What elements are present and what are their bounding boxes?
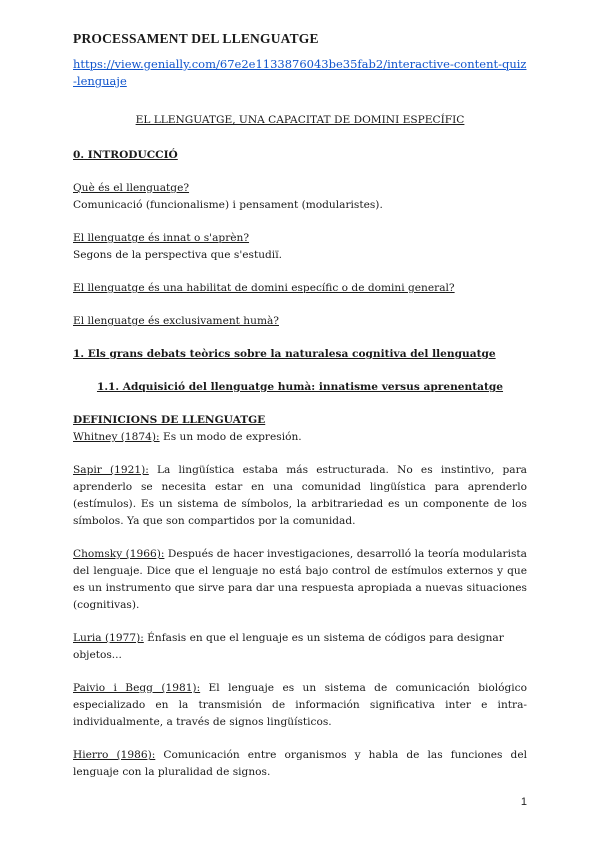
definitions-heading: DEFINICIONS DE LLENGUATGE — [73, 414, 266, 426]
definition-text: Es un modo de expresión. — [159, 431, 302, 443]
definition-hierro — [73, 747, 527, 781]
author: Luria (1977): — [73, 632, 144, 644]
author: Sapir (1921): — [73, 464, 149, 476]
definition-paivio-begg — [73, 680, 527, 731]
document-page — [73, 30, 527, 781]
definition-sapir — [73, 462, 527, 530]
definition-chomsky — [73, 546, 527, 614]
author: Hierro (1986): — [73, 749, 156, 761]
section-heading: EL LLENGUATGE, UNA CAPACITAT DE DOMINI ESPECÍFIC — [135, 114, 465, 126]
question-4: El llenguatge és exclusivament humà? — [73, 315, 279, 327]
genially-link[interactable]: https://view.genially.com/67e2e1133876043be35fab2/interactive-content-quiz-lenguaje — [73, 57, 527, 88]
intro-heading: 0. INTRODUCCIÓ — [73, 149, 178, 161]
definition-luria — [73, 630, 527, 664]
answer-2: Segons de la perspectiva que s'estudiï. — [73, 249, 282, 261]
page-number: 1 — [520, 796, 527, 808]
question-1: Què és el llenguatge? — [73, 182, 190, 194]
debates-heading: 1. Els grans debats teòrics sobre la naturalesa cognitiva del llenguatge — [73, 348, 496, 360]
definition-text: El lenguaje es un sistema de comunicación biológico especializado en la transmisión de información significativa inter e intra-individualmente, a través de signos lingüísticos. — [73, 682, 527, 728]
definition-whitney — [73, 429, 527, 446]
question-2: El llenguatge és innat o s'aprèn? — [73, 232, 250, 244]
definition-text: La lingüística estaba más estructurada. No es instintivo, para aprenderlo se necesita estar en una comunidad lingüística para aprenderlo (estímulos). Es un sistema de símbolos, la arbitrariedad es un componente de los símbolos. Ya que son compartidos por la comunidad. — [73, 464, 527, 527]
subheading: 1.1. Adquisició del llenguatge humà: innatisme versus aprenentatge — [96, 381, 504, 393]
definition-text: Comunicación entre organismos y habla de las funciones del lenguaje con la pluralidad de signos. — [73, 749, 527, 778]
author: Whitney (1874): — [73, 431, 160, 443]
definition-text: Énfasis en que el lenguaje es un sistema de códigos para designar objetos... — [73, 632, 504, 661]
definition-text: Después de hacer investigaciones, desarrolló la teoría modularista del lenguaje. Dice que el lenguaje no está bajo control de estímulos externos y que es un instrumento que sirve para dar una respuesta apropiada a nuevas situaciones (cognitivas). — [73, 548, 527, 611]
author: Chomsky (1966): — [73, 548, 165, 560]
question-3: El llenguatge és una habilitat de domini específic o de domini general? — [73, 282, 455, 294]
document-title: PROCESSAMENT DEL LLENGUATGE — [73, 31, 319, 46]
answer-1: Comunicació (funcionalisme) i pensament (modularistes). — [73, 199, 383, 211]
author: Paivio i Begg (1981): — [73, 682, 201, 694]
